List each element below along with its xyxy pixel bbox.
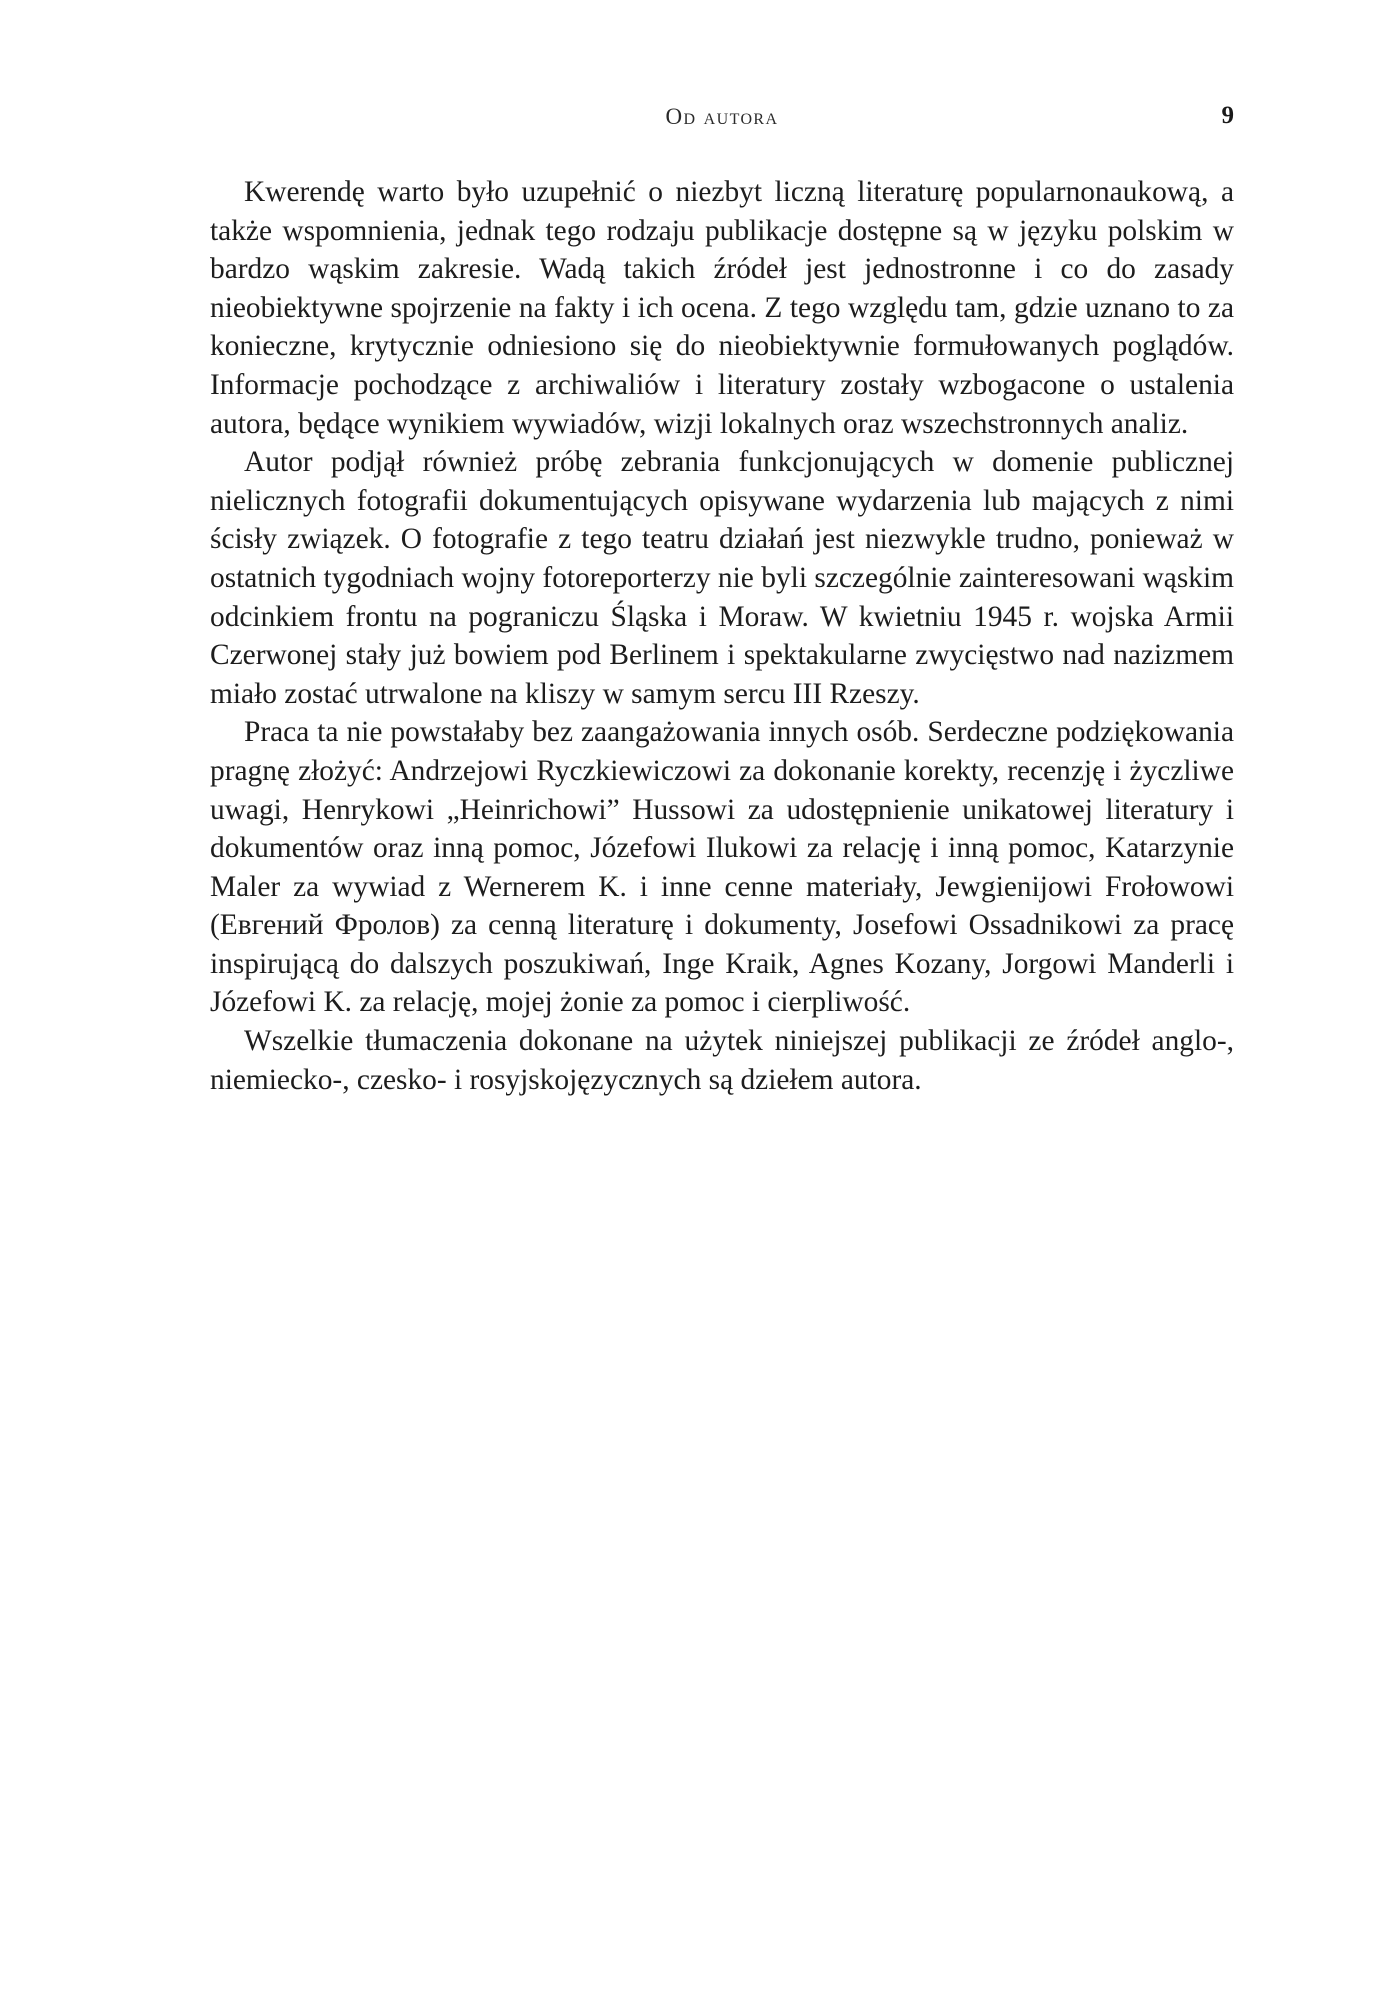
page-number: 9 [1221, 102, 1234, 129]
paragraph-sources: Kwerendę warto było uzupełnić o niezbyt liczną literaturę popularnonaukową, a także wspomnienia, jednak tego rodzaju publikacje dostępne są w języku polskim w bardzo wąskim zakresie. Wadą takich źródeł jest jednostronne i co do zasady nieobiektywne spojrzenie na fakty i ich ocena. Z tego względu tam, gdzie uznano to za konieczne, krytycznie odniesiono się do nieobiektywnie formułowanych poglądów. Informacje pochodzące z archiwaliów i literatury zostały wzbogacone o ustalenia autora, będące wynikiem wywiadów, wizji lokalnych oraz wszechstronnych analiz. [210, 176, 1234, 440]
paragraph-photographs: Autor podjął również próbę zebrania funkcjonujących w domenie publicznej nielicznych fotografii dokumentujących opisywane wydarzenia lub mających z nimi ścisły związek. O fotografie z tego teatru działań jest niezwykle trudno, ponieważ w ostatnich tygodniach wojny fotoreporterzy nie byli szczególnie zainteresowani wąskim odcinkiem frontu na pograniczu Śląska i Moraw. W kwietniu 1945 r. wojska Armii Czerwonej stały już bowiem pod Berlinem i spektakularne zwycięstwo nad nazizmem miało zostać utrwalone na kliszy w samym sercu III Rzeszy. [210, 446, 1234, 710]
running-title: Od autora [665, 104, 779, 129]
running-head [210, 100, 1234, 136]
paragraph-translations: Wszelkie tłumaczenia dokonane na użytek niniejszej publikacji ze źródeł anglo-, niemiecko-, czesko- i rosyjskojęzycznych są dziełem autora. [210, 1025, 1234, 1096]
body-text [210, 173, 1234, 1099]
paragraph-acknowledgements: Praca ta nie powstałaby bez zaangażowania innych osób. Serdeczne podziękowania pragnę złożyć: Andrzejowi Ryczkiewiczowi za dokonanie korekty, recenzję i życzliwe uwagi, Henrykowi „Heinrichowi” Hussowi za udostępnienie unikatowej literatury i dokumentów oraz inną pomoc, Józefowi Ilukowi za relację i inną pomoc, Katarzynie Maler za wywiad z Wernerem K. i inne cenne materiały, Jewgienijowi Frołowowi (Евгений Фролов) za cenną literaturę i dokumenty, Josefowi Ossadnikowi za pracę inspirującą do dalszych poszukiwań, Inge Kraik, Agnes Kozany, Jorgowi Manderli i Józefowi K. za relację, mojej żonie za pomoc i cierpliwość. [210, 716, 1234, 1019]
